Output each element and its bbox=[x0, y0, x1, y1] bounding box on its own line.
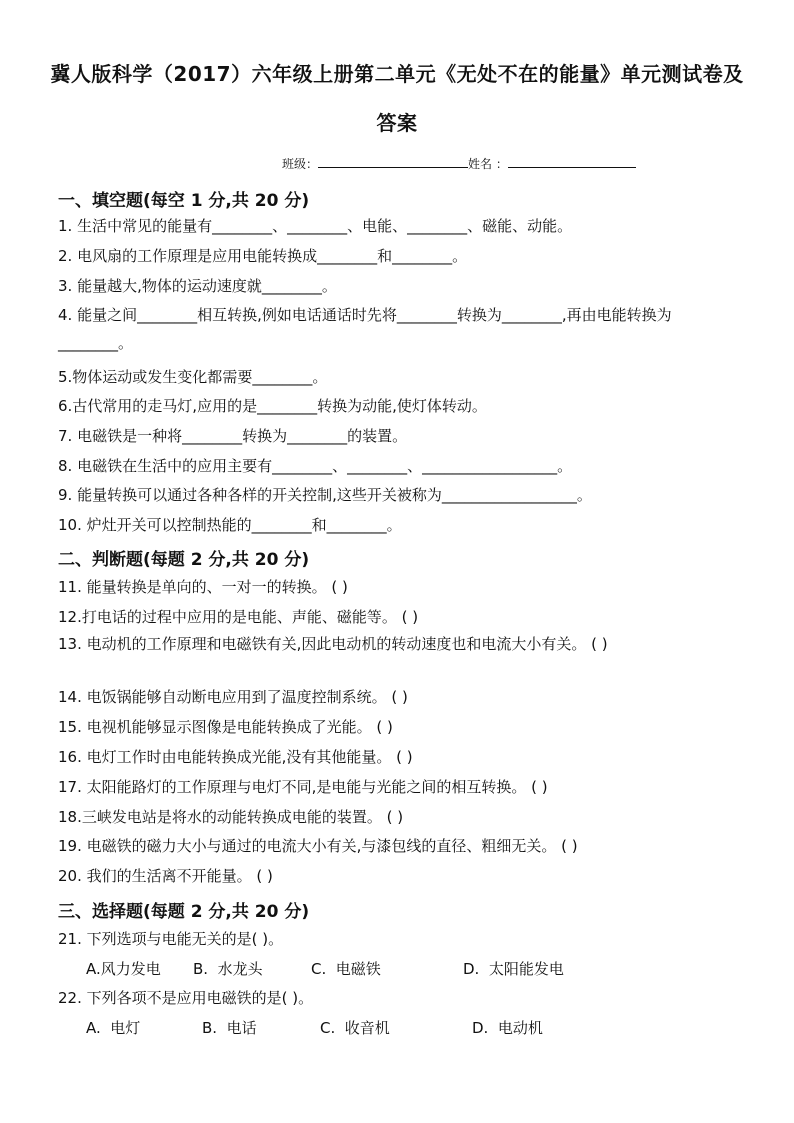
fill-question: 10. 炉灶开关可以控制热能的________和________。 bbox=[58, 516, 402, 534]
judge-question: 11. 能量转换是单向的、一对一的转换。 ( ) bbox=[58, 578, 348, 596]
section-heading-fill: 一、填空题(每空 1 分,共 20 分) bbox=[58, 191, 310, 211]
judge-question: 20. 我们的生活离不开能量。 ( ) bbox=[58, 867, 273, 885]
choice-option: B. 水龙头 bbox=[193, 960, 263, 978]
fill-question: 4. 能量之间________相互转换,例如电话通话时先将________转换为________,再由电能转换为________。 bbox=[58, 306, 672, 352]
fill-question: 1. 生活中常见的能量有________、________、电能、________、磁能、动能。 bbox=[58, 217, 573, 235]
choice-option: A. 电灯 bbox=[86, 1019, 141, 1037]
judge-question: 17. 太阳能路灯的工作原理与电灯不同,是电能与光能之间的相互转换。 ( ) bbox=[58, 778, 548, 796]
class-label: 班级： bbox=[282, 157, 319, 171]
fill-question: 3. 能量越大,物体的运动速度就________。 bbox=[58, 277, 337, 295]
name-label: 姓名 ： bbox=[468, 157, 508, 171]
class-blank bbox=[318, 155, 468, 168]
fill-question: 2. 电风扇的工作原理是应用电能转换成________和________。 bbox=[58, 247, 468, 265]
fill-question: 9. 能量转换可以通过各种各样的开关控制,这些开关被称为__________________。 bbox=[58, 486, 592, 504]
fill-question: 8. 电磁铁在生活中的应用主要有________、________、__________________。 bbox=[58, 457, 573, 475]
judge-question: 16. 电灯工作时由电能转换成光能,没有其他能量。 ( ) bbox=[58, 748, 413, 766]
student-info-line bbox=[282, 155, 636, 172]
choice-option: B. 电话 bbox=[202, 1019, 257, 1037]
choice-option: D. 太阳能发电 bbox=[463, 960, 564, 978]
section-heading-judge: 二、判断题(每题 2 分,共 20 分) bbox=[58, 550, 310, 570]
name-blank bbox=[508, 155, 636, 168]
choice-question-stem: 22. 下列各项不是应用电磁铁的是( )。 bbox=[58, 989, 314, 1007]
judge-question: 19. 电磁铁的磁力大小与通过的电流大小有关,与漆包线的直径、粗细无关。 ( ) bbox=[58, 837, 578, 855]
choice-question-stem: 21. 下列选项与电能无关的是( )。 bbox=[58, 930, 284, 948]
document-title-line2: 答案 bbox=[376, 111, 418, 135]
choice-options bbox=[86, 958, 564, 979]
choice-option: C. 电磁铁 bbox=[311, 960, 381, 978]
choice-options bbox=[86, 1017, 543, 1038]
fill-question: 5.物体运动或发生变化都需要________。 bbox=[58, 368, 328, 386]
fill-question: 6.古代常用的走马灯,应用的是________转换为动能,使灯体转动。 bbox=[58, 397, 487, 415]
section-heading-choice: 三、选择题(每题 2 分,共 20 分) bbox=[58, 902, 310, 922]
choice-option: C. 收音机 bbox=[320, 1019, 390, 1037]
document-title-line1: 冀人版科学（2017）六年级上册第二单元《无处不在的能量》单元测试卷及 bbox=[50, 62, 744, 86]
choice-option: D. 电动机 bbox=[472, 1019, 543, 1037]
choice-option: A.风力发电 bbox=[86, 960, 161, 978]
judge-question: 15. 电视机能够显示图像是电能转换成了光能。 ( ) bbox=[58, 718, 393, 736]
judge-question: 18.三峡发电站是将水的动能转换成电能的装置。 ( ) bbox=[58, 808, 404, 826]
judge-question: 13. 电动机的工作原理和电磁铁有关,因此电动机的转动速度也和电流大小有关。 ( ) bbox=[58, 635, 608, 653]
fill-question: 7. 电磁铁是一种将________转换为________的装置。 bbox=[58, 427, 408, 445]
judge-question: 12.打电话的过程中应用的是电能、声能、磁能等。 ( ) bbox=[58, 608, 419, 626]
judge-question: 14. 电饭锅能够自动断电应用到了温度控制系统。 ( ) bbox=[58, 688, 408, 706]
